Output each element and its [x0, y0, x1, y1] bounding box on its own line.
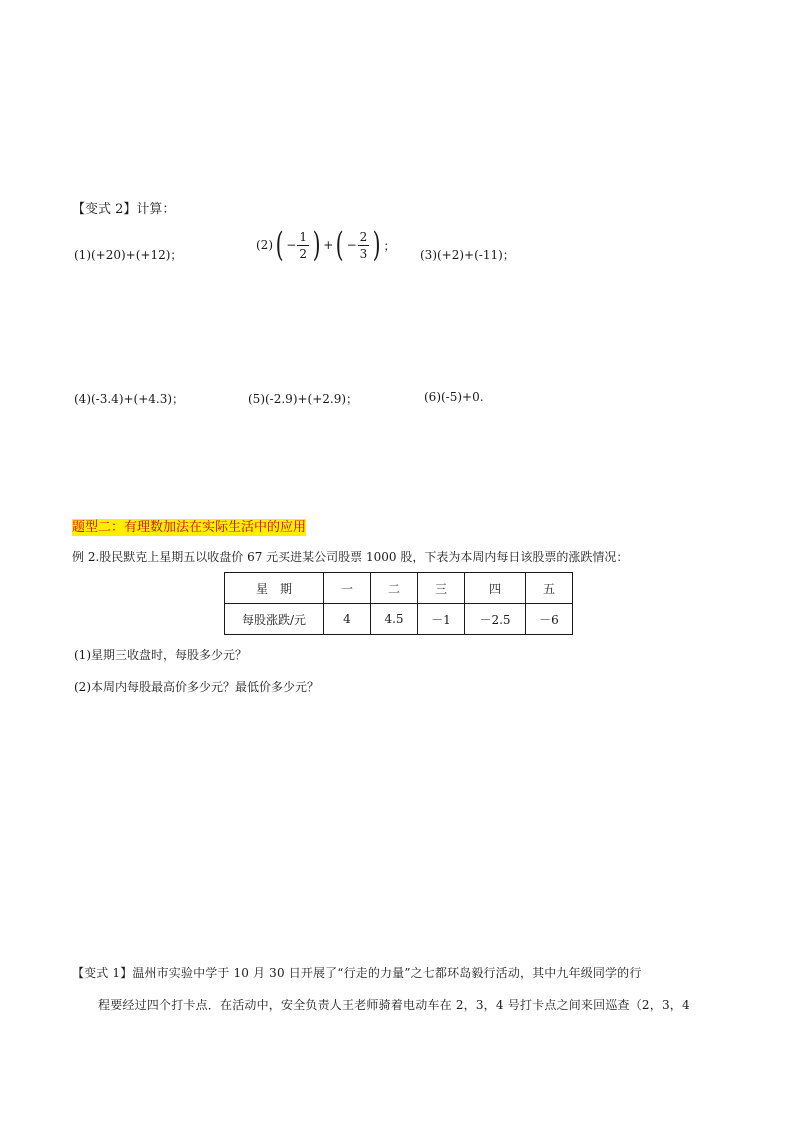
problem-2 — [256, 225, 396, 265]
fraction-1 — [297, 231, 309, 260]
problem-6: (6)(-5)+0. — [424, 390, 484, 404]
section-heading — [72, 516, 306, 535]
fraction-2 — [358, 231, 370, 260]
variant2-label: 【变式 2】计算： — [72, 202, 176, 217]
section-heading-text: 题型二：有理数加法在实际生活中的应用 — [72, 520, 307, 535]
table-cell: －6 — [526, 604, 573, 635]
frac1-sign: − — [286, 238, 297, 252]
table-cell: 星 期 — [225, 573, 324, 604]
left-paren-1: ( — [275, 225, 284, 265]
fraction-2-denominator: 3 — [359, 246, 368, 261]
example-2-text: 例 2.股民默克上星期五以收盘价 67 元买进某公司股票 1000 股，下表为本周内每日该股票的涨跌情况： — [72, 550, 629, 564]
question-2: (2)本周内每股最高价多少元？最低价多少元？ — [74, 680, 319, 694]
table-cell: －2.5 — [465, 604, 526, 635]
problem-2-suffix: ； — [383, 238, 396, 253]
left-paren-2: ( — [335, 225, 344, 265]
problem-5: (5)(-2.9)+(+2.9)； — [248, 392, 359, 406]
problem-4: (4)(-3.4)+(+4.3)； — [74, 392, 185, 406]
right-paren-1: ) — [312, 225, 321, 265]
table-cell: 二 — [371, 573, 418, 604]
variant1-line-1: 【变式 1】温州市实验中学于 10 月 30 日开展了“行走的力量”之七都环岛毅行活动，其中九年级同学的行 — [72, 966, 642, 980]
variant1-line-2: 程要经过四个打卡点．在活动中，安全负责人王老师骑着电动车在 2，3，4 号打卡点之间来回巡查（2，3，4 — [98, 998, 690, 1012]
problem-2-prefix: (2) — [256, 238, 273, 252]
problem-1: (1)(+20)+(+12)； — [74, 248, 183, 262]
table-cell: －1 — [418, 604, 465, 635]
table-cell: 五 — [526, 573, 573, 604]
table-cell: 每股涨跌/元 — [225, 604, 324, 635]
stock-table — [224, 572, 573, 635]
frac2-sign: − — [346, 238, 357, 252]
question-1: (1)星期三收盘时，每股多少元？ — [74, 648, 247, 662]
right-paren-2: ) — [372, 225, 381, 265]
table-cell: 4 — [324, 604, 371, 635]
problem-3: (3)(+2)+(-11)； — [420, 248, 515, 262]
table-cell: 4.5 — [371, 604, 418, 635]
plus-sign: + — [323, 238, 334, 252]
fraction-2-numerator: 2 — [359, 229, 368, 244]
fraction-1-numerator: 1 — [299, 229, 307, 244]
table-row-header — [225, 573, 573, 604]
table-cell: 四 — [465, 573, 526, 604]
fraction-1-denominator: 2 — [299, 246, 307, 261]
table-cell: 三 — [418, 573, 465, 604]
table-cell: 一 — [324, 573, 371, 604]
table-row-values — [225, 604, 573, 635]
